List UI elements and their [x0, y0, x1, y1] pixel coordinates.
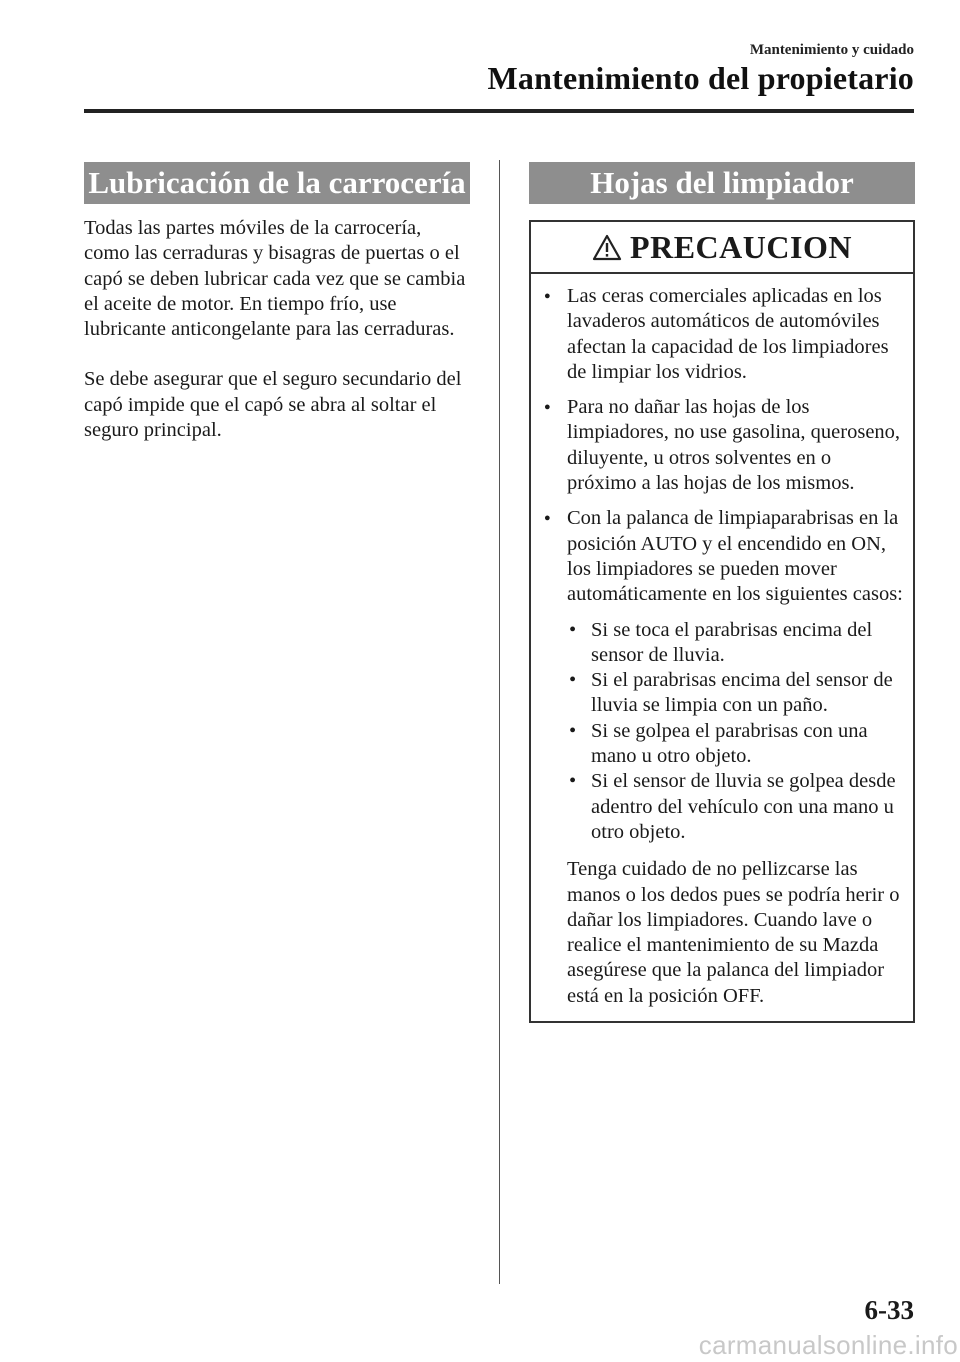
header-title: Mantenimiento del propietario	[487, 60, 914, 96]
caution-box	[529, 220, 915, 1023]
left-column	[84, 162, 470, 443]
section-title-wiper-blades: Hojas del limpiador	[529, 162, 915, 204]
caution-title: PRECAUCION	[630, 228, 852, 265]
right-column	[529, 162, 915, 1023]
caution-sub-bullet: • Si se toca el parabrisas encima del sensor de lluvia.	[543, 618, 905, 669]
caution-bullet: ● Para no dañar las hojas de los limpiadores, no use gasolina, queroseno, diluyente, u otros solventes en o próximo a las hojas de los mismos.	[543, 395, 905, 496]
warning-triangle-icon	[592, 234, 622, 261]
caution-bullet: ● Las ceras comerciales aplicadas en los lavaderos automáticos de automóviles afectan la capacidad de los limpiadores de limpiar los vidrios.	[543, 284, 905, 385]
caution-bullet: ● Con la palanca de limpiaparabrisas en la posición AUTO y el encendido en ON, los limpiadores se pueden mover automáticamente en los siguientes casos:	[543, 506, 905, 607]
header-subtitle: Mantenimiento y cuidado	[749, 42, 914, 58]
page-number: 6-33	[864, 1295, 914, 1325]
caution-sublist	[543, 618, 905, 846]
caution-sub-bullet: • Si el sensor de lluvia se golpea desde adentro del vehículo con una mano u otro objeto.	[543, 769, 905, 845]
watermark: carmanualsonline.info	[698, 1330, 958, 1360]
paragraph: Se debe asegurar que el seguro secundario del capó impide que el capó se abra al soltar el seguro principal.	[84, 368, 462, 442]
caution-sub-bullet: • Si se golpea el parabrisas con una mano u otro objeto.	[543, 719, 905, 770]
paragraph: Todas las partes móviles de la carrocería, como las cerraduras y bisagras de puertas o el capó se deben lubricar cada vez que se cambia el aceite de motor. En tiempo frío, use lubricante anticongelante para las cerraduras.	[84, 217, 466, 341]
caution-header	[531, 222, 913, 274]
caution-sub-bullet: • Si el parabrisas encima del sensor de lluvia se limpia con un paño.	[543, 668, 905, 719]
header-rule	[84, 109, 914, 113]
section-title-lubrication: Lubricación de la carrocería	[84, 162, 470, 204]
caution-body	[531, 274, 913, 1021]
caution-note: Tenga cuidado de no pellizcarse las manos o los dedos pues se podría herir o dañar los limpiadores. Cuando lave o realice el mantenimiento de su Mazda asegúrese que la palanca del limpiador está en la posición OFF.	[567, 858, 900, 1007]
column-divider	[499, 160, 500, 1284]
